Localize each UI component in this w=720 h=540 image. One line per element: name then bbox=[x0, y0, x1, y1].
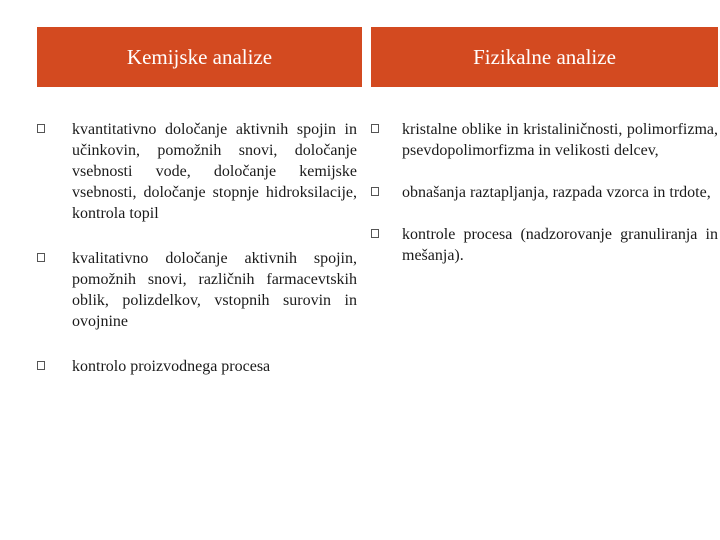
list-item-text: kristalne oblike in kristaliničnosti, polimorfizma, psevdopolimorfizma in velikosti delcev, bbox=[402, 121, 718, 159]
chemical-analyses-title: Kemijske analize bbox=[126, 45, 273, 69]
physical-analyses-column bbox=[371, 27, 718, 266]
chemical-analyses-header bbox=[37, 27, 362, 87]
list-item bbox=[37, 248, 362, 332]
list-item bbox=[371, 224, 718, 266]
list-item-text: kvalitativno določanje aktivnih spojin, pomožnih snovi, različnih farmacevtskih oblik, polizdelkov, vstopnih surovin in ovojnine bbox=[72, 250, 357, 330]
square-bullet-icon bbox=[371, 187, 379, 196]
physical-analyses-list bbox=[371, 87, 718, 266]
square-bullet-icon bbox=[37, 253, 45, 262]
list-item-text: obnašanja raztapljanja, razpada vzorca in trdote, bbox=[402, 184, 711, 201]
list-item bbox=[371, 119, 718, 161]
list-item-text: kontrole procesa (nadzorovanje granuliranja in mešanja). bbox=[402, 226, 718, 264]
chemical-analyses-list bbox=[37, 87, 362, 377]
square-bullet-icon bbox=[371, 229, 379, 238]
physical-analyses-title: Fizikalne analize bbox=[473, 45, 616, 69]
list-item-text: kontrolo proizvodnega procesa bbox=[72, 358, 271, 375]
square-bullet-icon bbox=[37, 361, 45, 370]
square-bullet-icon bbox=[37, 124, 45, 133]
list-item-text: kvantitativno določanje aktivnih spojin in učinkovin, pomožnih snovi, določanje vsebnosti vode, določanje kemijske vsebnosti, določanje stopnje hidroksilacije, kontrola topil bbox=[72, 121, 357, 222]
list-item bbox=[37, 356, 362, 377]
square-bullet-icon bbox=[371, 124, 379, 133]
physical-analyses-header bbox=[371, 27, 718, 87]
list-item bbox=[371, 182, 718, 203]
list-item bbox=[37, 119, 362, 224]
chemical-analyses-column bbox=[37, 27, 362, 377]
